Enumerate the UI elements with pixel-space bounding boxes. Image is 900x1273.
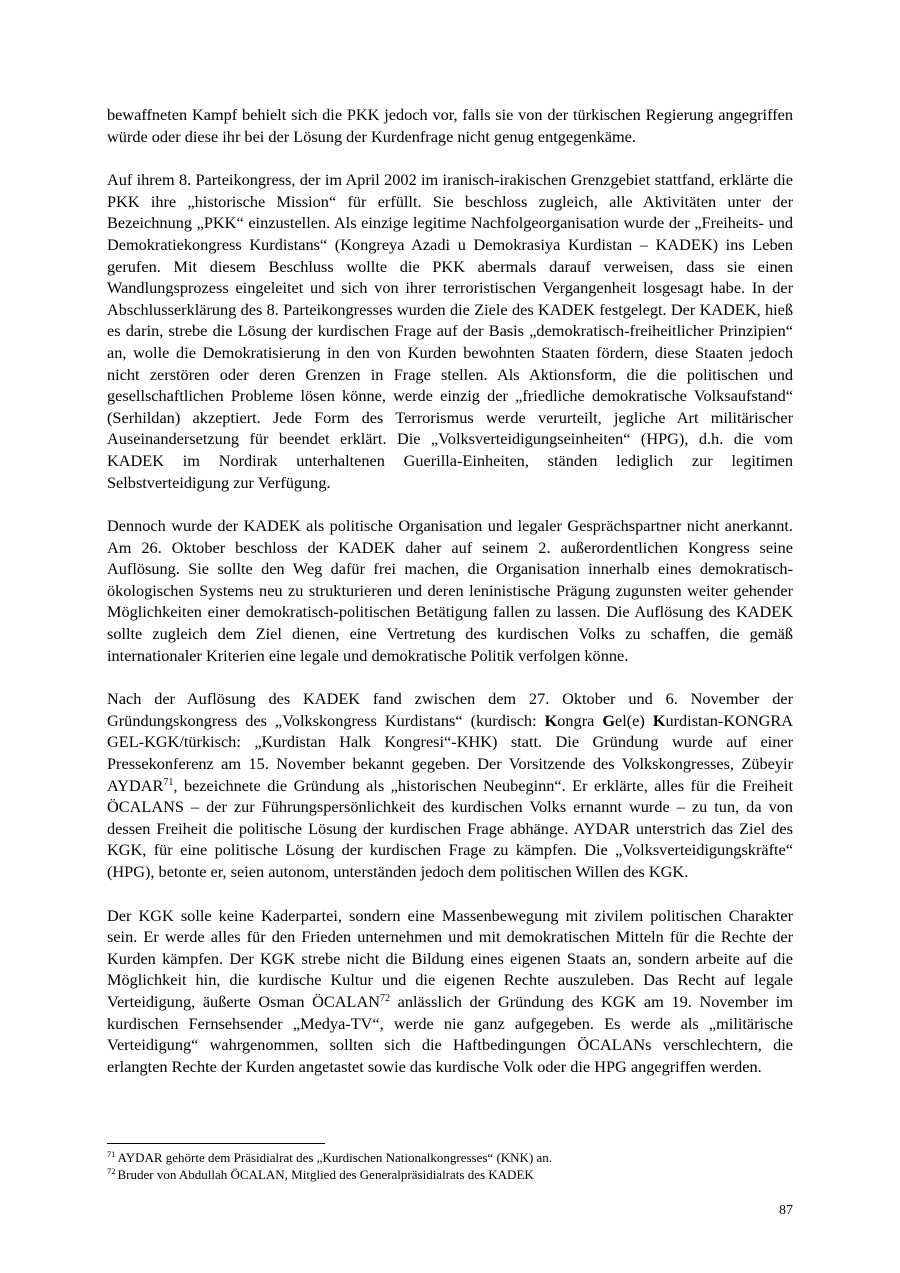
paragraph-4-text-1: Nach der Auflösung des KADEK fand zwischen dem 27. Oktober und 6. November der Gründungskongress des „Volkskongress Kurdistans“ (kurdisch:: [107, 689, 793, 730]
footnote-72: [107, 1167, 793, 1184]
paragraph-5: [107, 905, 793, 1078]
paragraph-5-text-1: Der KGK solle keine Kaderpartei, sondern eine Massenbewegung mit zivilem politischen Charakter sein. Er werde alles für den Frieden unternehmen und mit demokratischen Mitteln für die Rechte der Kurden kämpfen. Der KGK strebe nicht die Bildung eines eigenen Staats an, sondern arbeite auf die Möglichkeit hin, die kurdische Kultur und die eigenen Rechte auszuleben. Das Recht auf legale Verteidigung, äußerte Osman ÖCALAN: [107, 905, 793, 1011]
acronym-letter-k: K: [544, 710, 558, 730]
footnote-number: 72: [107, 1165, 116, 1176]
paragraph-4-text-gele: el(e): [615, 710, 653, 730]
footnote-ref-71[interactable]: 71: [163, 776, 174, 788]
paragraph-5-text-2: anlässlich der Gründung des KGK am 19. November im kurdischen Fernsehsender „Medya-TV“, werde nie ganz aufgegeben. Es werde als „militärische Verteidigung“ wahrgenommen, sollten sich die Haftbedingungen ÖCALANs verschlechtern, die erlangten Rechte der Kurden angetastet sowie das kurdische Volk oder die HPG angegriffen werden.: [107, 991, 793, 1076]
paragraph-4-text-kongra: ongra: [557, 710, 603, 730]
paragraph-1: bewaffneten Kampf behielt sich die PKK jedoch vor, falls sie von der türkischen Regierung angegriffen würde oder diese ihr bei der Lösung der Kurdenfrage nicht genug entgegenkäme.: [107, 105, 793, 146]
acronym-letter-g: G: [602, 710, 615, 730]
paragraph-2: Auf ihrem 8. Parteikongress, der im April 2002 im iranisch-irakischen Grenzgebiet stattfand, erklärte die PKK ihre „historische Mission“ für erfüllt. Sie beschloss zugleich, alle Aktivitäten unter der Bezeichnung „PKK“ einzustellen. Als einzige legitime Nachfolgeorganisation wurde der „Freiheits- und Demokratiekongress Kurdistans“ (Kongreya Azadi u Demokrasiya Kurdistan – KADEK) ins Leben gerufen. Mit diesem Beschluss wollte die PKK abermals darauf verweisen, dass sie einen Wandlungsprozess eingeleitet und sich von ihrer terroristischen Vergangenheit losgesagt habe. In der Abschlusserklärung des 8. Parteikongresses wurden die Ziele des KADEK festgelegt. Der KADEK, hieß es darin, strebe die Lösung der kurdischen Frage auf der Basis „demokratisch-freiheitlicher Prinzipien“ an, wolle die Demokratisierung in den von Kurden bewohnten Staaten fördern, diese Staaten jedoch nicht zerstören oder deren Grenzen in Frage stellen. Als Aktionsform, die die politischen und gesellschaftlichen Probleme lösen könne, werde einzig der „friedliche demokratische Volksaufstand“ (Serhildan) akzeptiert. Jede Form des Terrorismus werde verurteilt, jegliche Art militärischer Auseinandersetzung für beendet erklärt. Die „Volksverteidigungseinheiten“ (HPG), d.h. die vom KADEK im Nordirak unterhaltenen Guerilla-Einheiten, ständen lediglich zur legitimen Selbstverteidigung zur Verfügung.: [107, 170, 793, 492]
footnote-text: AYDAR gehörte dem Präsidialrat des „Kurdischen Nationalkongresses“ (KNK) an.: [117, 1150, 553, 1165]
footnote-71: [107, 1150, 793, 1167]
footnote-divider: [107, 1143, 325, 1144]
footnotes: [107, 1150, 793, 1183]
paragraph-4-text-3: , bezeichnete die Gründung als „historischen Neubeginn“. Er erklärte, alles für die Freiheit ÖCALANS – der zur Führungspersönlichkeit des kurdischen Volks ernannt wurde – zu tun, da von dessen Freiheit die politische Lösung der kurdischen Frage abhänge. AYDAR unterstrich das Ziel des KGK, für eine politische Lösung der kurdischen Frage zu kämpfen. Die „Volksverteidigungskräfte“ (HPG), betonte er, seien autonom, unterständen jedoch dem politischen Willen des KGK.: [107, 775, 793, 881]
footnote-ref-72[interactable]: 72: [380, 992, 390, 1004]
page-number: 87: [779, 1203, 793, 1218]
paragraph-4: [107, 688, 793, 882]
page-body: [107, 104, 793, 1099]
paragraph-4-text-2: urdistan-KONGRA GEL-KGK/türkisch: „Kurdistan Halk Kongresi“-KHK) statt. Die Gründung wurde auf einer Pressekonferenz am 15. November bekannt gegeben. Der Vorsitzende des Volkskongresses, Zübeyir AYDAR: [107, 710, 794, 795]
acronym-letter-k2: K: [652, 710, 666, 730]
footnote-text: Bruder von Abdullah ÖCALAN, Mitglied des Generalpräsidialrats des KADEK: [117, 1166, 534, 1182]
footnote-number: 71: [107, 1149, 116, 1159]
paragraph-3: Dennoch wurde der KADEK als politische Organisation und legaler Gesprächspartner nicht anerkannt. Am 26. Oktober beschloss der KADEK daher auf seinem 2. außerordentlichen Kongress seine Auflösung. Sie sollte den Weg dafür frei machen, die Organisation innerhalb eines demokratisch-ökologischen Systems neu zu strukturieren und deren leninistische Prägung zugunsten weiter gehender Möglichkeiten einer demokratisch-politischen Betätigung fallen zu lassen. Die Auflösung des KADEK sollte zugleich dem Ziel dienen, eine Vertretung des kurdischen Volks zu schaffen, die gemäß internationaler Kriterien eine legale und demokratische Politik verfolgen könne.: [107, 516, 793, 665]
